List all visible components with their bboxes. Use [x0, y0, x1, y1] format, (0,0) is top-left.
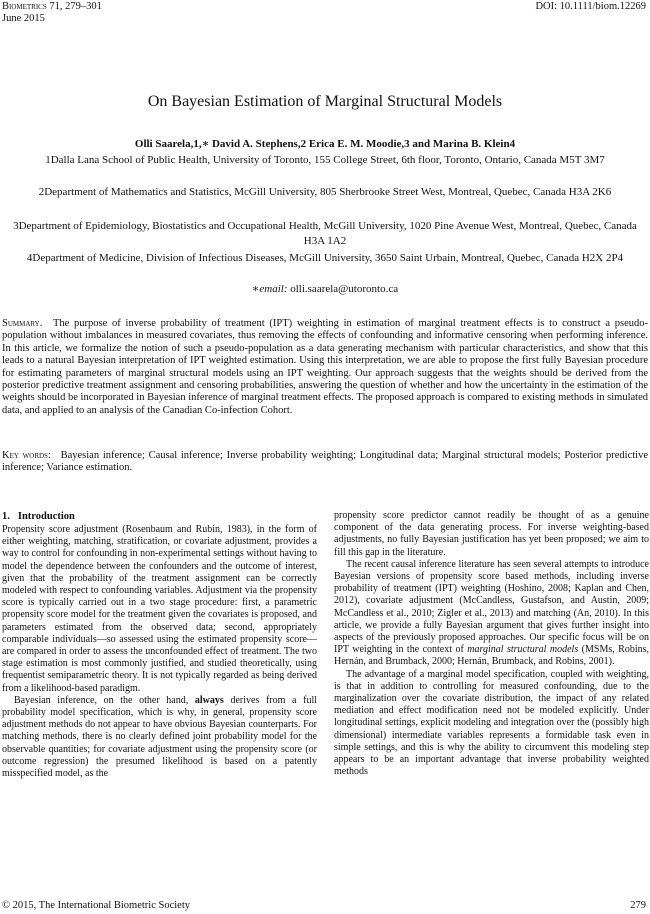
summary-block — [2, 318, 648, 417]
section-heading — [2, 510, 317, 523]
emphasis-msm: marginal structural models — [467, 644, 579, 656]
paper-title: On Bayesian Estimation of Marginal Structural Models — [147, 93, 503, 110]
copyright-notice: © 2015, The International Biometric Society — [2, 900, 190, 911]
section-number: 1. — [2, 511, 10, 522]
keywords-label: Key words: — [2, 450, 51, 461]
emphasis-always: always — [194, 694, 224, 706]
right-column — [334, 510, 649, 778]
intro-paragraph-4: The recent causal inference literature has seen several attempts to introduce Bayesian versions of propensity score based methods, including inverse probability of treatment (IPT) weighting (Hoshino, 2008; Kaplan and Chen, 2012), covariate adjustment (McCandless, Gustafson, and Austin, 2009; McCandless et al., 2010; Zigler et al., 2013) and matching (An, 2010). In this article, we provide a fully Bayesian argument that gives further insight into aspects of the previously proposed approaches. Our specific focus will be on IPT weighting in the context of marginal structural models (MSMs, Robins, Hernán, and Brumback, 2000; Hernán, Brumback, and Robins, 2001). — [334, 558, 650, 668]
summary-label: Summary. — [2, 318, 43, 329]
corresponding-email — [0, 282, 650, 296]
keywords-block — [2, 450, 648, 475]
issue-date: June 2015 — [2, 13, 45, 24]
section-title: Introduction — [17, 511, 75, 522]
intro-paragraph-1: Propensity score adjustment (Rosenbaum and Rubin, 1983), in the form of either weighting, matching, stratification, or covariate adjustment, provides a way to control for confounding in non-experimental settings without having to model the dependence between the confounders and the outcome of interest, given that the probability of the treatment assignment can be correctly modeled with respect to confounding variables. Adjustment via the propensity score is typically carried out in a two stage procedure: first, a parametric propensity score model for the treatment given the covariates is proposed, and parameters estimated from the observed data; second, appropriately comparable individuals—so assessed using the estimated propensity score—are compared in order to assess the unconfounded effect of treatment. The two stage estimation is most commonly justified, and studied theoretically, using frequentist semiparametric theory. It is not typically regarded as being derived from a likelihood-based paradigm. — [2, 524, 317, 694]
affiliation-3: 3Department of Epidemiology, Biostatistics and Occupational Health, McGill University, 1020 Pine Avenue West, Montreal, Quebec, Canada H3A 1A2 — [13, 220, 637, 247]
doi[interactable]: DOI: 10.1111/biom.12269 — [535, 1, 646, 12]
affiliation-4: 4Department of Medicine, Division of Infectious Diseases, McGill University, 3650 Saint Urbain, Montreal, Quebec, Canada H2X 2P4 — [26, 252, 624, 264]
left-column — [2, 510, 317, 780]
intro-paragraph-2: Bayesian inference, on the other hand, always derives from a full probability model specification, which is why, in general, propensity score adjustment methods do not appear to have obvious Bayesian counterparts. For matching methods, there is no clearly defined joint probability model for the observable quantities; for covariate adjustment using the propensity score (or outcome regression) the presumed likelihood is based on a patently misspecified model, as the — [2, 694, 317, 780]
author-list — [0, 137, 650, 151]
email-marker: ∗ — [251, 283, 260, 295]
intro-paragraph-5: The advantage of a marginal model specification, coupled with weighting, is that in addition to controlling for measured confounding, due to the marginalization over the covariate distribution, the impact of any related mediation and effect modification need not be modeled explicitly. Under longitudinal settings, explicit modeling and integration over the (possibly high dimensional) intermediate variables represents a formidable task even in simple settings, and this is why the ability to circumvent this modeling step appears to be an important advantage that inverse probability weighted methods — [334, 668, 649, 778]
page-number: 279 — [630, 900, 646, 911]
email-label: email: — [259, 283, 288, 295]
keywords-text: Bayesian inference; Causal inference; Inverse probability weighting; Longitudinal data; Marginal structural models; Posterior predictive inference; Variance estimation. — [2, 450, 648, 474]
summary-text: The purpose of inverse probability of treatment (IPT) weighting in estimation of marginal treatment effects is to construct a pseudo-population without imbalances in measured covariates, thus removing the effects of confounding and informative censoring when performing inference. In this article, we formalize the notion of such a pseudo-population as a data generating mechanism with particular characteristics, and show that this leads to a natural Bayesian interpretation of IPT weighted estimation. Using this interpretation, we are able to propose the first fully Bayesian procedure for estimating parameters of marginal structural models using an IPT weighting. Our approach suggests that the weights should be derived from the posterior predictive treatment assignment and censoring probabilities, answering the question of whether and how the uncertainty in the estimation of the weights should be incorporated in Bayesian inference of marginal treatment effects. The proposed approach is compared to existing methods in simulated data, and applied to an analysis of the Canadian Co-infection Cohort. — [2, 318, 648, 416]
author-names: Olli Saarela,1,∗ David A. Stephens,2 Erica E. M. Moodie,3 and Marina B. Klein4 — [134, 138, 516, 150]
affiliation-2: 2Department of Mathematics and Statistics, McGill University, 805 Sherbrooke Street West, Montreal, Quebec, Canada H3A 2K6 — [38, 186, 612, 198]
email-address[interactable]: olli.saarela@utoronto.ca — [290, 283, 399, 295]
affiliation-1: 1Dalla Lana School of Public Health, University of Toronto, 155 College Street, 6th floor, Toronto, Ontario, Canada M5T 3M7 — [45, 154, 605, 166]
intro-paragraph-3: propensity score predictor cannot readily be thought of as a genuine component of the data generating process. For inverse weighting-based adjustments, no fully Bayesian justification has yet been proposed; we aim to fill this gap in the literature. — [334, 510, 649, 558]
journal-citation: Biometrics 71, 279–301 — [2, 1, 102, 12]
